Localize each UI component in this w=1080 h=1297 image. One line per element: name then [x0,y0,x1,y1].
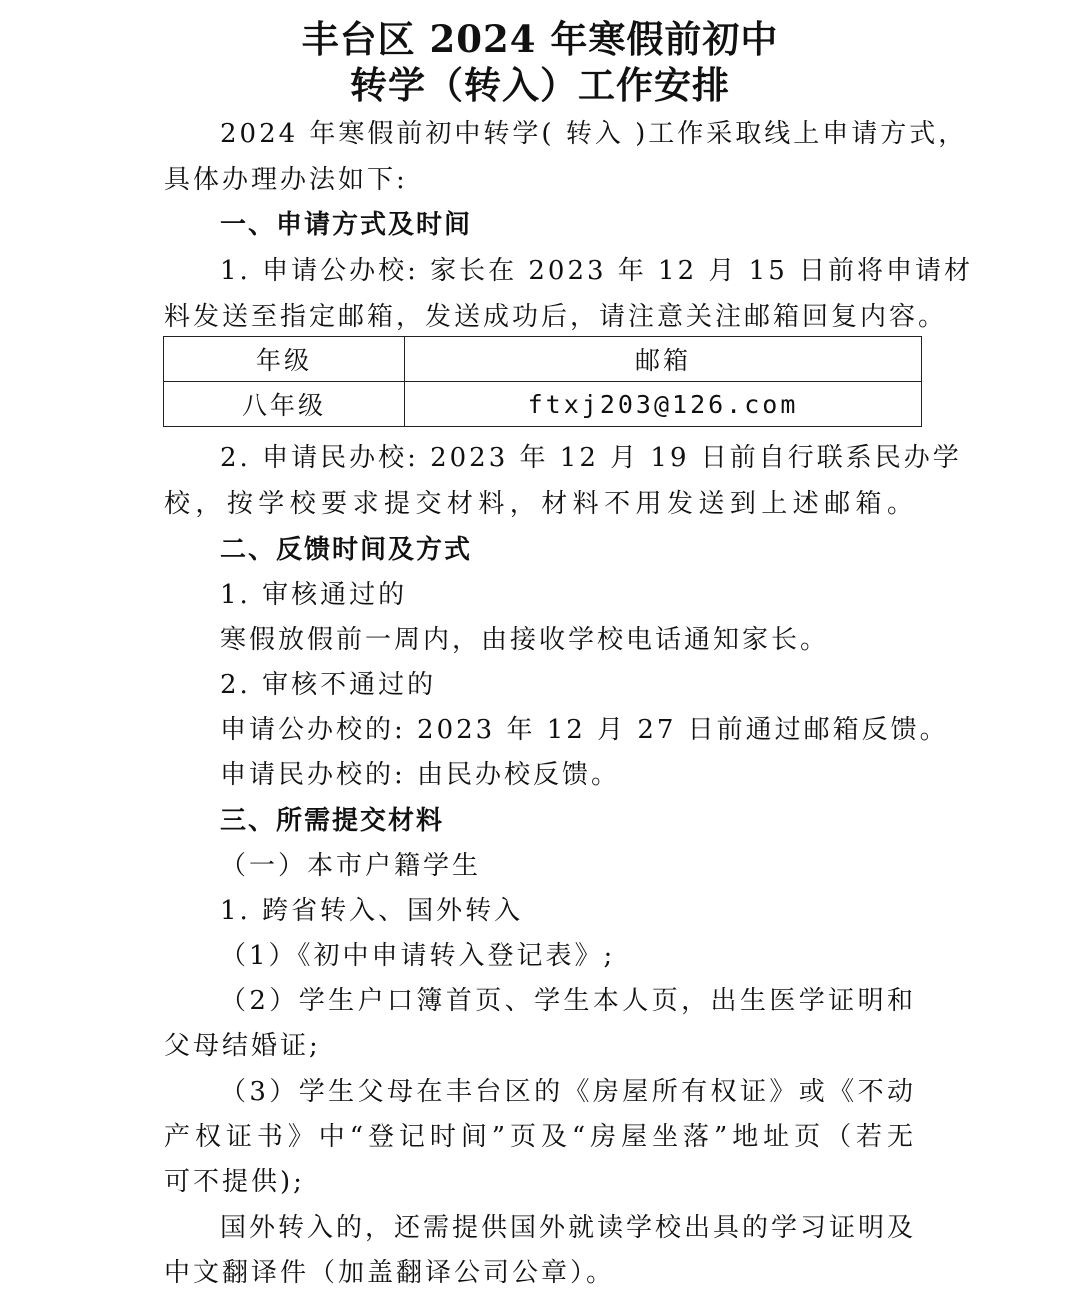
intro-paragraph-line1: 2024 年寒假前初中转学( 转入 )工作采取线上申请方式， [220,119,968,149]
section2-item2: 2. 审核不通过的 [220,670,437,700]
section3-p3-line3: 可不提供); [164,1167,305,1197]
section1-item2-line2: 校，按学校要求提交材料，材料不用发送到上述邮箱。 [164,489,916,519]
table-cell-grade: 八年级 [164,382,405,427]
table-header-row [164,337,922,382]
section3-heading: 三、所需提交材料 [220,806,445,836]
section1-item1-line1: 1. 申请公办校: 家长在 2023 年 12 月 15 日前将申请材 [220,256,974,286]
table-cell-email: ftxj203@126.com [405,382,922,427]
section1-heading: 一、申请方式及时间 [220,210,473,240]
section3-item1: 1. 跨省转入、国外转入 [220,896,524,926]
document-title-line2: 转学（转入）工作安排 [350,63,730,107]
section3-p2-line1: （2）学生户口簿首页、学生本人页，出生医学证明和 [220,986,916,1016]
table-row [164,382,922,427]
section3-p2-line2: 父母结婚证; [164,1031,321,1061]
section2-item1-text: 寒假放假前一周内，由接收学校电话通知家长。 [220,625,830,655]
section3-p4-line1: 国外转入的，还需提供国外就读学校出具的学习证明及 [220,1213,917,1243]
section2-heading: 二、反馈时间及方式 [220,535,473,565]
section1-item2-line1: 2. 申请民办校: 2023 年 12 月 19 日前自行联系民办学 [220,443,962,473]
section2-item2-text2: 申请民办校的: 由民办校反馈。 [220,760,621,790]
section3-p3-line1: （3）学生父母在丰台区的《房屋所有权证》或《不动 [220,1077,916,1107]
section3-sub1: （一）本市户籍学生 [220,851,482,881]
section3-p1: （1）《初中申请转入登记表》; [220,941,616,971]
section3-p3-line2: 产权证书》中“登记时间”页及“房屋坐落”地址页（若无 [164,1122,916,1152]
section1-item1-line2: 料发送至指定邮箱，发送成功后，请注意关注邮箱回复内容。 [164,302,948,332]
intro-paragraph-line2: 具体办理办法如下: [164,165,408,195]
table-header-email: 邮箱 [405,337,922,382]
section3-p4-line2: 中文翻译件（加盖翻译公司公章）。 [164,1258,616,1288]
section2-item1: 1. 审核通过的 [220,580,408,610]
document-title-line1: 丰台区 2024 年寒假前初中 [301,17,779,61]
section2-item2-text1: 申请公办校的: 2023 年 12 月 27 日前通过邮箱反馈。 [220,715,949,745]
table-header-grade: 年级 [164,337,405,382]
email-table [163,336,922,427]
